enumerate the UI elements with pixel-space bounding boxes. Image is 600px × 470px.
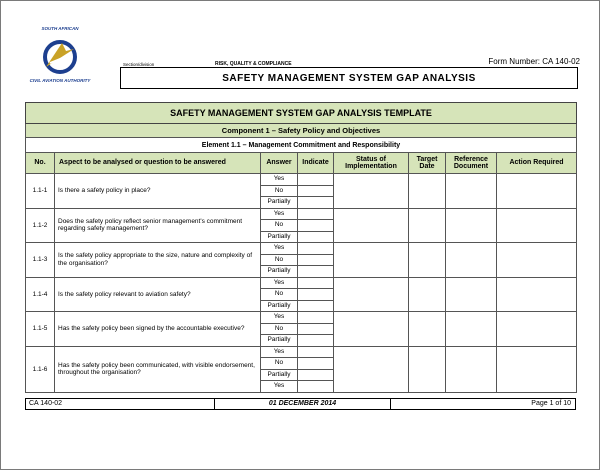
answer-options bbox=[261, 174, 298, 209]
answer-option: Yes bbox=[261, 312, 297, 324]
indicate-checkbox[interactable] bbox=[298, 289, 333, 301]
col-header-target-date: Target Date bbox=[409, 153, 446, 174]
logo-emblem-icon bbox=[40, 37, 80, 77]
indicate-checkbox[interactable] bbox=[298, 209, 333, 221]
target-date-cell[interactable] bbox=[409, 243, 446, 278]
col-header-reference: Reference Document bbox=[446, 153, 497, 174]
col-header-indicate: Indicate bbox=[298, 153, 334, 174]
indicate-cells bbox=[298, 208, 334, 243]
col-header-aspect: Aspect to be analysed or question to be answered bbox=[55, 153, 261, 174]
reference-cell[interactable] bbox=[446, 346, 497, 392]
indicate-checkbox[interactable] bbox=[298, 220, 333, 232]
indicate-checkbox[interactable] bbox=[298, 197, 333, 208]
indicate-checkbox[interactable] bbox=[298, 255, 333, 267]
action-cell[interactable] bbox=[497, 208, 577, 243]
answer-option: No bbox=[261, 289, 297, 301]
answer-option: No bbox=[261, 220, 297, 232]
component-heading: Component 1 – Safety Policy and Objectives bbox=[26, 124, 577, 138]
answer-option: Partially bbox=[261, 370, 297, 382]
status-cell[interactable] bbox=[334, 346, 409, 392]
table-row bbox=[26, 243, 577, 278]
status-cell[interactable] bbox=[334, 312, 409, 347]
target-date-cell[interactable] bbox=[409, 208, 446, 243]
element-heading: Element 1.1 – Management Commitment and Responsibility bbox=[26, 138, 577, 153]
section-label: Section/division bbox=[123, 62, 155, 67]
indicate-cells bbox=[298, 346, 334, 392]
question-text: Has the safety policy been communicated, with visible endorsement, throughout the organisation? bbox=[55, 346, 261, 392]
indicate-checkbox[interactable] bbox=[298, 347, 333, 359]
table-row bbox=[26, 346, 577, 392]
action-cell[interactable] bbox=[497, 174, 577, 209]
action-cell[interactable] bbox=[497, 312, 577, 347]
answer-option: Partially bbox=[267, 336, 291, 343]
logo-bottom-text: CIVIL AVIATION AUTHORITY bbox=[29, 78, 91, 83]
status-cell[interactable] bbox=[334, 208, 409, 243]
answer-option: Yes bbox=[261, 243, 297, 255]
question-text: Is there a safety policy in place? bbox=[55, 174, 261, 209]
indicate-cells bbox=[298, 243, 334, 278]
indicate-checkbox[interactable] bbox=[298, 278, 333, 290]
status-cell[interactable] bbox=[334, 243, 409, 278]
table-row bbox=[26, 208, 577, 243]
section-value: RISK, QUALITY & COMPLIANCE bbox=[215, 61, 292, 67]
table-body bbox=[26, 174, 577, 393]
answer-options bbox=[261, 312, 298, 347]
col-header-status: Status of Implementation bbox=[334, 153, 409, 174]
indicate-checkbox[interactable] bbox=[298, 335, 333, 346]
indicate-checkbox[interactable] bbox=[298, 243, 333, 255]
indicate-checkbox[interactable] bbox=[298, 358, 333, 370]
answer-option: Yes bbox=[261, 347, 297, 359]
indicate-checkbox[interactable] bbox=[298, 186, 333, 198]
reference-cell[interactable] bbox=[446, 174, 497, 209]
question-text: Is the safety policy appropriate to the size, nature and complexity of the organisation? bbox=[55, 243, 261, 278]
row-number: 1.1-5 bbox=[26, 312, 55, 347]
reference-cell[interactable] bbox=[446, 277, 497, 312]
col-header-no: No. bbox=[26, 153, 55, 174]
question-text: Has the safety policy been signed by the accountable executive? bbox=[55, 312, 261, 347]
status-cell[interactable] bbox=[334, 174, 409, 209]
indicate-checkbox[interactable] bbox=[298, 174, 333, 186]
reference-cell[interactable] bbox=[446, 312, 497, 347]
answer-option: No bbox=[261, 255, 297, 267]
question-text: Does the safety policy reflect senior management's commitment regarding safety management? bbox=[55, 208, 261, 243]
indicate-checkbox[interactable] bbox=[298, 381, 333, 392]
table-row bbox=[26, 277, 577, 312]
action-cell[interactable] bbox=[497, 243, 577, 278]
answer-option: No bbox=[261, 186, 297, 198]
indicate-checkbox[interactable] bbox=[298, 232, 333, 243]
logo-top-text: SOUTH AFRICAN bbox=[41, 26, 79, 31]
action-cell[interactable] bbox=[497, 277, 577, 312]
document-title: SAFETY MANAGEMENT SYSTEM GAP ANALYSIS bbox=[120, 67, 578, 89]
indicate-cells bbox=[298, 312, 334, 347]
table-row bbox=[26, 174, 577, 209]
answer-option: Partially bbox=[267, 232, 291, 240]
form-number: Form Number: CA 140-02 bbox=[488, 57, 580, 66]
row-number: 1.1-3 bbox=[26, 243, 55, 278]
answer-option: Partially bbox=[267, 267, 291, 274]
indicate-cells bbox=[298, 277, 334, 312]
indicate-checkbox[interactable] bbox=[298, 312, 333, 324]
page-footer bbox=[25, 398, 576, 410]
indicate-checkbox[interactable] bbox=[298, 266, 333, 277]
target-date-cell[interactable] bbox=[409, 346, 446, 392]
answer-options bbox=[261, 346, 298, 392]
indicate-cells bbox=[298, 174, 334, 209]
indicate-checkbox[interactable] bbox=[298, 301, 333, 312]
reference-cell[interactable] bbox=[446, 208, 497, 243]
answer-options bbox=[261, 243, 298, 278]
answer-option: Yes bbox=[261, 174, 297, 186]
status-cell[interactable] bbox=[334, 277, 409, 312]
footer-page-number: Page 1 of 10 bbox=[531, 400, 571, 407]
answer-option: No bbox=[261, 358, 297, 370]
answer-option: Yes bbox=[261, 209, 297, 221]
gap-analysis-table bbox=[25, 102, 577, 393]
row-number: 1.1-2 bbox=[26, 208, 55, 243]
caa-logo bbox=[26, 26, 94, 98]
answer-option: Yes bbox=[261, 278, 297, 290]
footer-date: 01 DECEMBER 2014 bbox=[215, 399, 391, 409]
answer-options bbox=[261, 208, 298, 243]
row-number: 1.1-6 bbox=[26, 346, 55, 392]
action-cell[interactable] bbox=[497, 346, 577, 392]
indicate-checkbox[interactable] bbox=[298, 324, 333, 336]
reference-cell[interactable] bbox=[446, 243, 497, 278]
answer-options bbox=[261, 277, 298, 312]
col-header-action: Action Required bbox=[497, 153, 577, 174]
target-date-cell[interactable] bbox=[409, 174, 446, 209]
answer-option: No bbox=[261, 324, 297, 336]
row-number: 1.1-1 bbox=[26, 174, 55, 209]
template-title: SAFETY MANAGEMENT SYSTEM GAP ANALYSIS TEMPLATE bbox=[26, 103, 577, 124]
table-row bbox=[26, 312, 577, 347]
answer-option: Partially bbox=[267, 198, 291, 205]
target-date-cell[interactable] bbox=[409, 277, 446, 312]
indicate-checkbox[interactable] bbox=[298, 370, 333, 382]
question-text: Is the safety policy relevant to aviation safety? bbox=[55, 277, 261, 312]
target-date-cell[interactable] bbox=[409, 312, 446, 347]
answer-option: Yes bbox=[273, 382, 285, 389]
col-header-answer: Answer bbox=[261, 153, 298, 174]
answer-option: Partially bbox=[267, 301, 291, 309]
footer-form-code: CA 140-02 bbox=[26, 399, 215, 409]
row-number: 1.1-4 bbox=[26, 277, 55, 312]
